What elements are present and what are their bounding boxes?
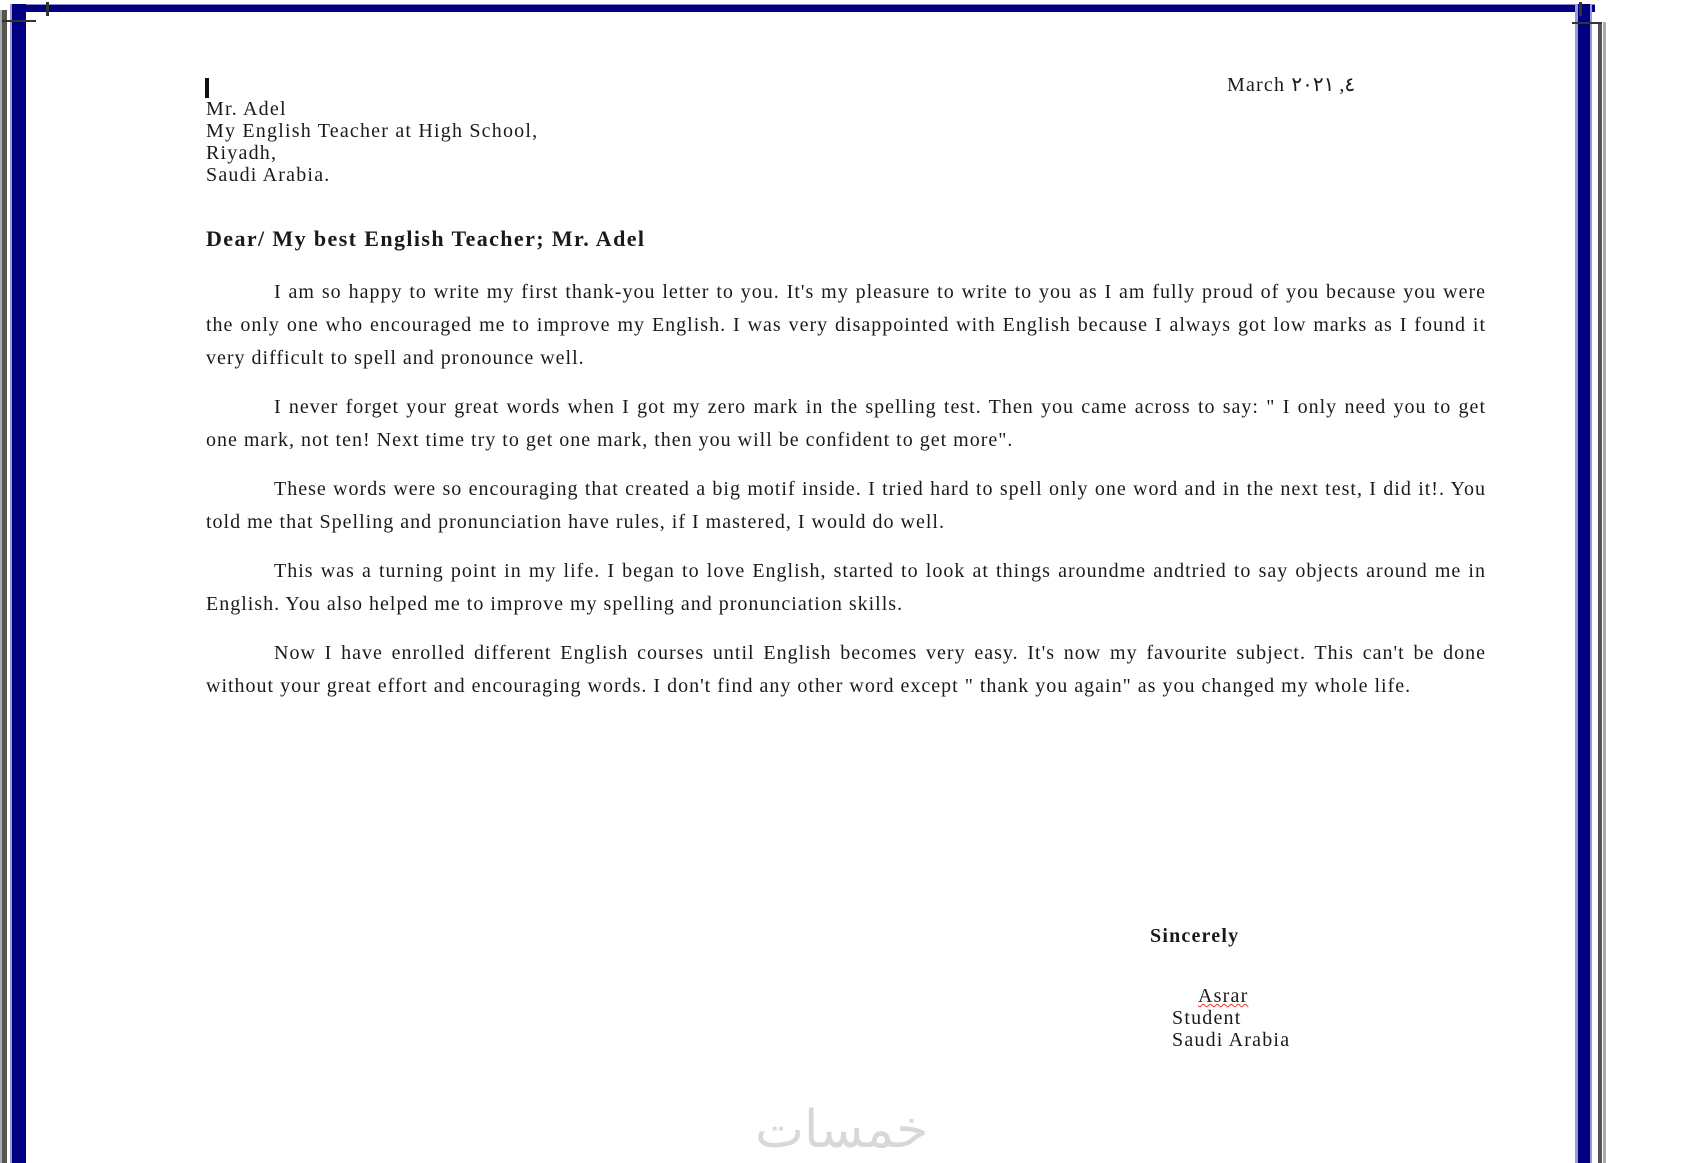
address-line: Riyadh, bbox=[206, 142, 278, 164]
paragraph: I am so happy to write my first thank-you letter to you. It's my pleasure to write to you as I am fully proud of you because you were the only one who encouraged me to improve my English. I was very disappointed with English because I always got low marks as I found it very difficult to spell and pronounce well. bbox=[206, 281, 1486, 369]
closing: Sincerely bbox=[1150, 925, 1240, 947]
address-line: Mr. Adel bbox=[206, 98, 287, 120]
paragraph: This was a turning point in my life. I began to love English, started to look at things aroundme andtried to say objects around me in English. You also helped me to improve my spelling and pronunciation skills. bbox=[206, 560, 1486, 615]
page-edge bbox=[1598, 22, 1602, 1163]
signature-role: Student bbox=[1172, 1007, 1242, 1029]
signature-name: Asrar bbox=[1198, 985, 1249, 1007]
margin-mark bbox=[1572, 22, 1602, 24]
watermark-logo: خمسات bbox=[755, 1100, 929, 1160]
paragraph: Now I have enrolled different English courses until English becomes very easy. It's now my favourite subject. This can't be done without your great effort and encouraging words. I don't find any other word except " thank you again" as you changed my whole life. bbox=[206, 642, 1486, 697]
paragraph: I never forget your great words when I got my zero mark in the spelling test. Then you came across to say: " I only need you to get one mark, not ten! Next time try to get one mark, then you will be confident to get more". bbox=[206, 396, 1486, 451]
signature-block bbox=[1172, 985, 1290, 1051]
page-border-right bbox=[1575, 4, 1592, 1163]
address-line: My English Teacher at High School, bbox=[206, 120, 539, 142]
greeting: Dear/ My best English Teacher; Mr. Adel bbox=[206, 226, 646, 251]
text-cursor bbox=[205, 78, 209, 98]
letter-date: March ٤, ٢٠٢١ bbox=[1227, 74, 1356, 96]
page-border-left bbox=[10, 4, 26, 1163]
margin-mark bbox=[1579, 2, 1582, 16]
page-edge bbox=[2, 10, 7, 1163]
paragraph: These words were so encouraging that created a big motif inside. I tried hard to spell only one word and in the next test, I did it!. You told me that Spelling and pronunciation have rules, if I mastered, I would do well. bbox=[206, 478, 1486, 533]
signature-country: Saudi Arabia bbox=[1172, 1029, 1291, 1051]
address-line: Saudi Arabia. bbox=[206, 164, 331, 186]
margin-mark bbox=[2, 20, 36, 22]
recipient-address bbox=[206, 98, 538, 186]
margin-mark bbox=[46, 2, 49, 16]
page-edge bbox=[1603, 22, 1606, 1163]
letter-body bbox=[206, 276, 1486, 719]
page-border-top bbox=[10, 4, 1595, 12]
